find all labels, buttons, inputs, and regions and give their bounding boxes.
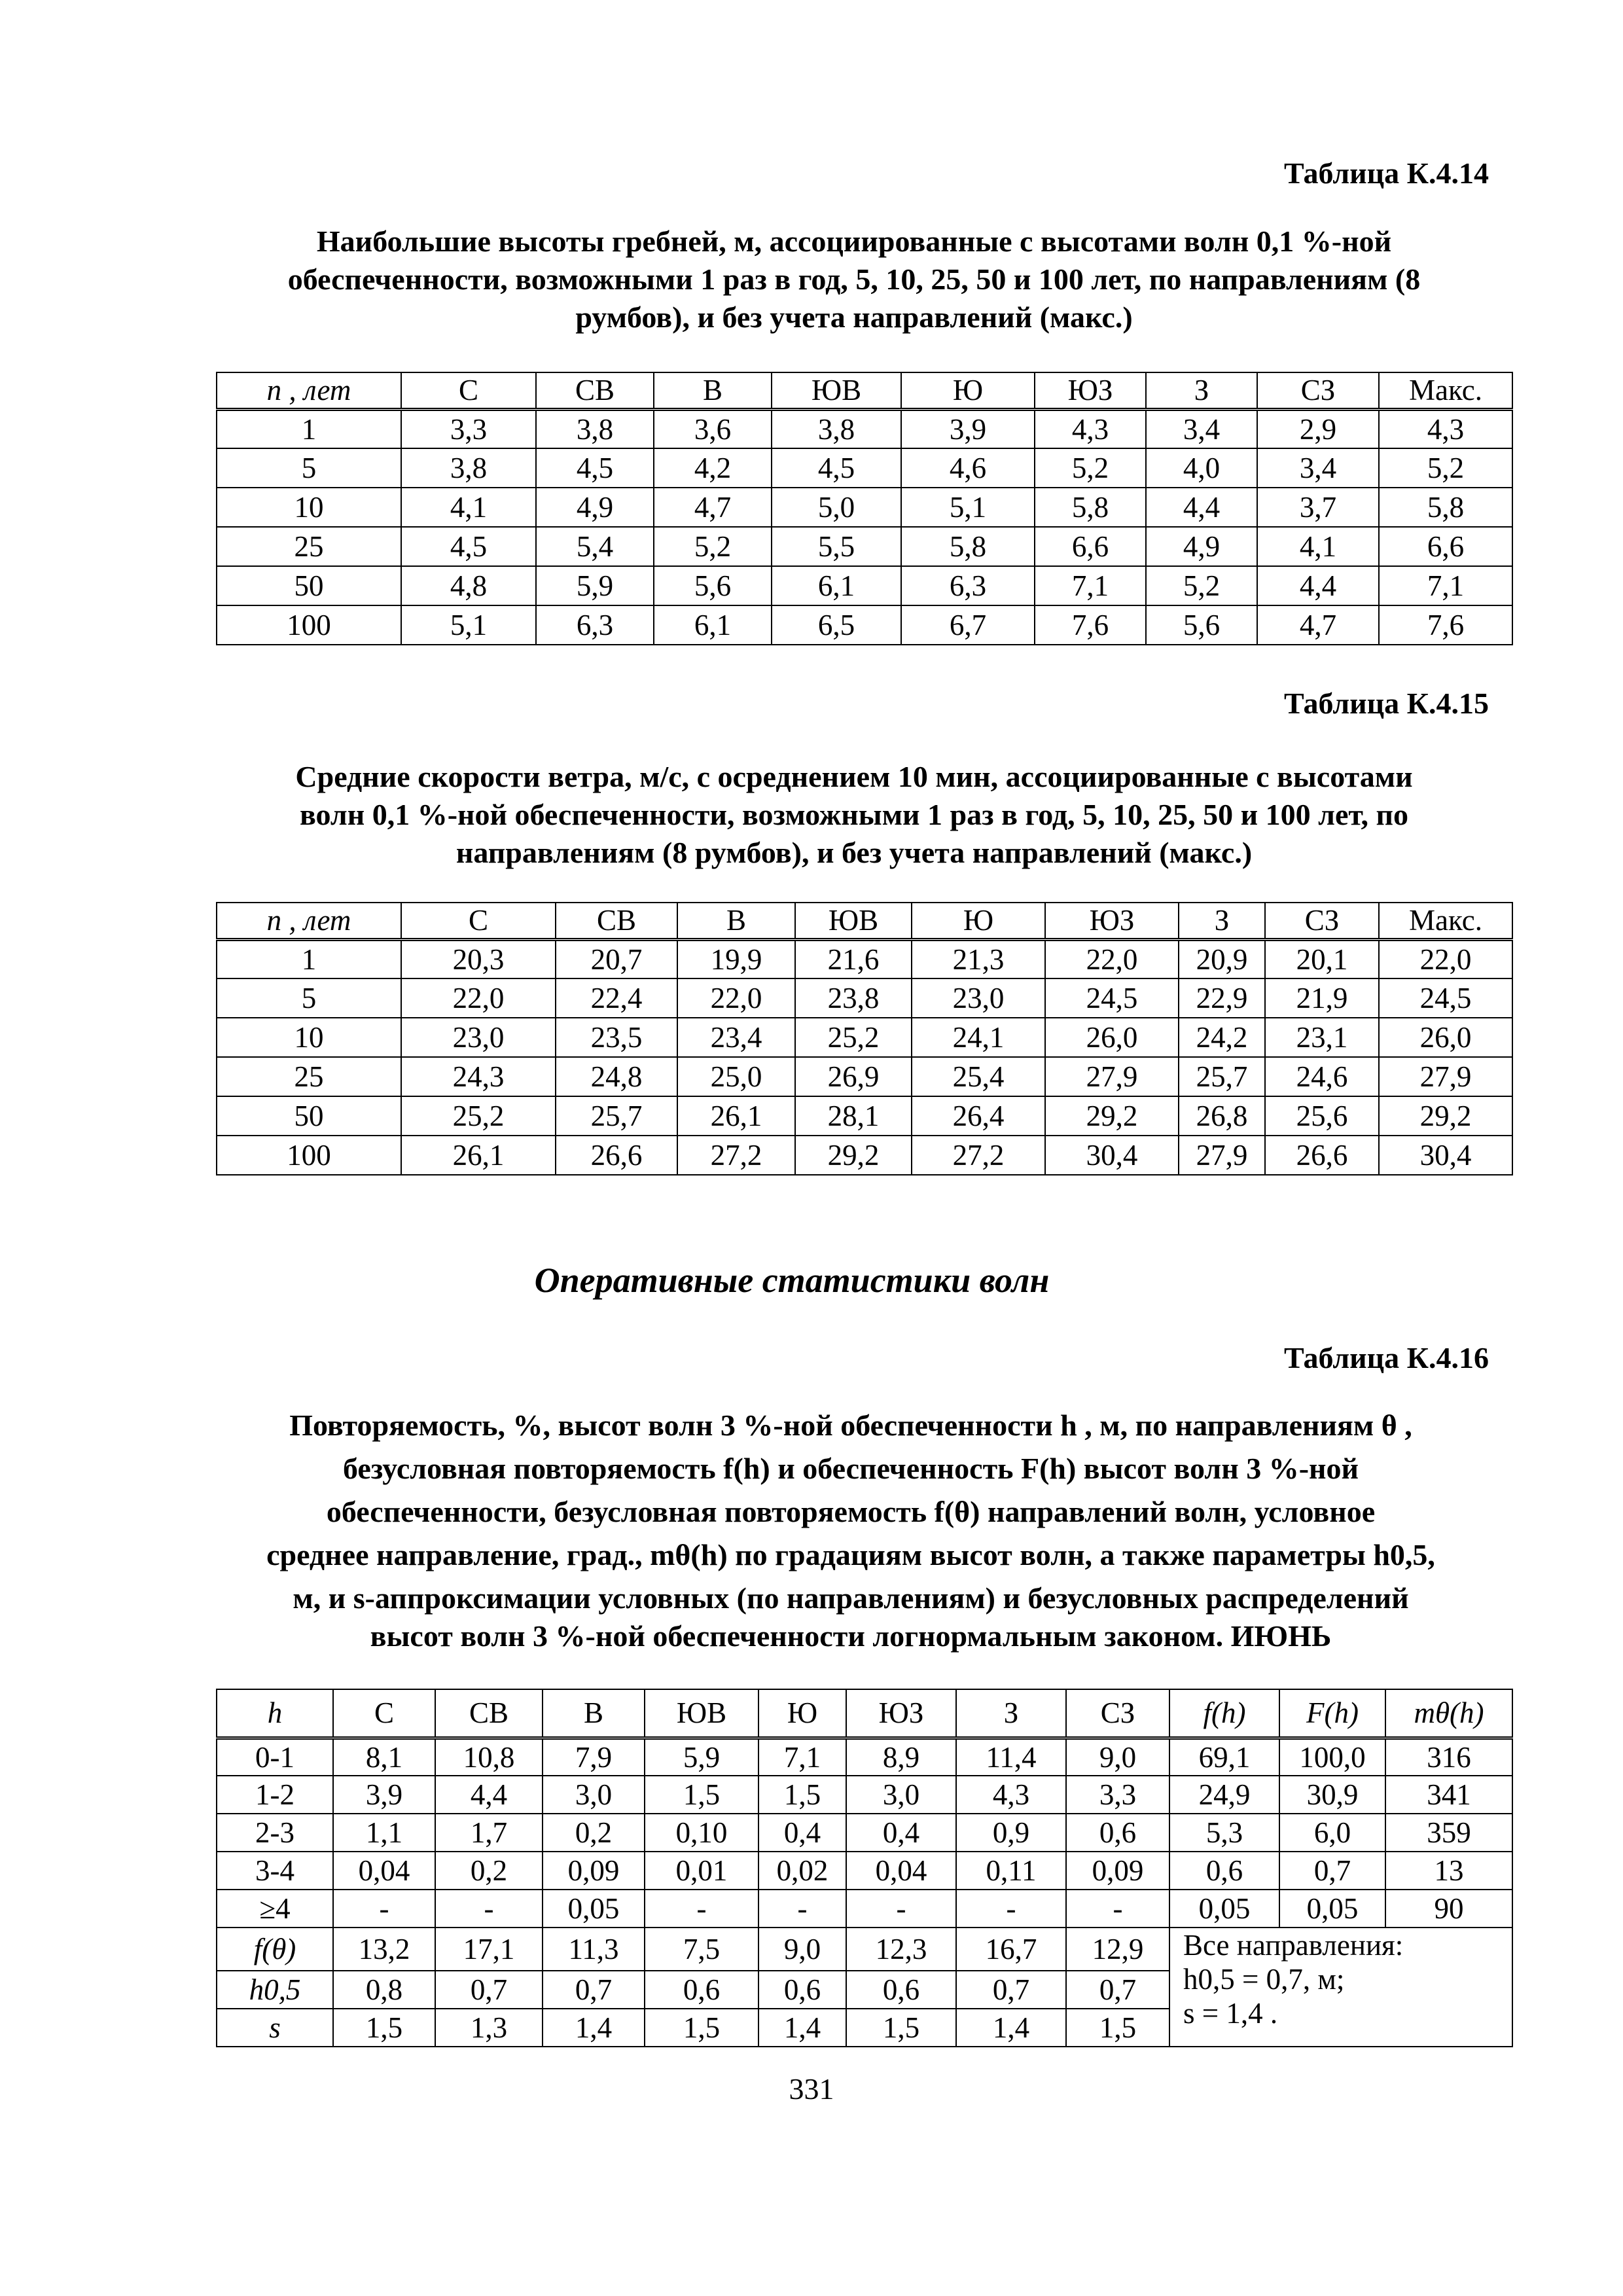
column-header: F(h) bbox=[1279, 1689, 1385, 1738]
column-header: Ю bbox=[912, 903, 1045, 939]
table-cell: 26,1 bbox=[677, 1096, 795, 1136]
table-cell: 4,3 bbox=[1379, 409, 1512, 448]
table-cell: 25,2 bbox=[795, 1018, 912, 1057]
table-cell: 5,2 bbox=[1035, 448, 1146, 488]
table-row bbox=[217, 409, 1512, 448]
table16-title-line: м, и s-аппроксимации условных (по направлениям) и безусловных распределений bbox=[293, 1581, 1409, 1615]
table-cell: 24,5 bbox=[1379, 978, 1512, 1018]
table-cell: 25 bbox=[217, 1057, 401, 1096]
table-cell: 4,7 bbox=[1257, 605, 1379, 645]
table-cell: 0,2 bbox=[435, 1852, 543, 1890]
table-cell: 21,6 bbox=[795, 939, 912, 978]
table-cell: 3,7 bbox=[1257, 488, 1379, 527]
table16-title-line: безусловная повторяемость f(h) и обеспеченность F(h) высот волн 3 %-ной bbox=[342, 1452, 1359, 1485]
table-cell: 8,1 bbox=[333, 1738, 435, 1776]
column-header: В bbox=[677, 903, 795, 939]
table14 bbox=[216, 372, 1513, 645]
table-cell: 23,0 bbox=[401, 1018, 556, 1057]
table-cell: 5,8 bbox=[901, 527, 1035, 566]
table-cell: 3-4 bbox=[217, 1852, 333, 1890]
all-directions-s-line: s = 1,4 . bbox=[1183, 1997, 1278, 2030]
table-cell: 3,9 bbox=[333, 1776, 435, 1814]
table-cell: 5,2 bbox=[654, 527, 772, 566]
table-cell: 24,2 bbox=[1179, 1018, 1265, 1057]
parameter-cell: 16,7 bbox=[956, 1928, 1066, 1971]
table-cell: - bbox=[846, 1890, 956, 1928]
parameter-cell: 1,4 bbox=[956, 2009, 1066, 2047]
table-cell: 22,0 bbox=[401, 978, 556, 1018]
table-cell: 7,6 bbox=[1035, 605, 1146, 645]
table14-title-line: обеспеченности, возможными 1 раз в год, 5, 10, 25, 50 и 100 лет, по направлениям (8 bbox=[287, 262, 1421, 296]
table-cell: 22,0 bbox=[1045, 939, 1179, 978]
table-cell: - bbox=[956, 1890, 1066, 1928]
table-cell: 0,09 bbox=[1066, 1852, 1169, 1890]
table-cell: 2,9 bbox=[1257, 409, 1379, 448]
table16-title-line: высот волн 3 %-ной обеспеченности логнормальным законом. ИЮНЬ bbox=[370, 1619, 1332, 1653]
parameter-cell: 1,3 bbox=[435, 2009, 543, 2047]
column-header: h bbox=[217, 1689, 333, 1738]
column-header: ЮВ bbox=[645, 1689, 758, 1738]
parameter-cell: 11,3 bbox=[543, 1928, 645, 1971]
table-cell: 0,05 bbox=[1169, 1890, 1279, 1928]
table-row bbox=[217, 1738, 1512, 1776]
table-cell: 0,01 bbox=[645, 1852, 758, 1890]
column-header: С bbox=[401, 372, 536, 409]
table15-title bbox=[216, 758, 1492, 872]
table-cell: 5,8 bbox=[1379, 488, 1512, 527]
table14-title bbox=[216, 223, 1492, 336]
column-header: З bbox=[956, 1689, 1066, 1738]
table-cell: 25,2 bbox=[401, 1096, 556, 1136]
table-cell: 0,4 bbox=[758, 1814, 846, 1852]
table-cell: 24,9 bbox=[1169, 1776, 1279, 1814]
column-header: З bbox=[1146, 372, 1257, 409]
parameter-cell: f(θ) bbox=[217, 1928, 333, 1971]
table-cell: 7,1 bbox=[758, 1738, 846, 1776]
table-cell: 10,8 bbox=[435, 1738, 543, 1776]
table-cell: 9,0 bbox=[1066, 1738, 1169, 1776]
table-cell: 1 bbox=[217, 409, 401, 448]
column-header: В bbox=[543, 1689, 645, 1738]
table-row bbox=[217, 978, 1512, 1018]
table-row bbox=[217, 1057, 1512, 1096]
table-cell: 19,9 bbox=[677, 939, 795, 978]
table-cell: 30,9 bbox=[1279, 1776, 1385, 1814]
table-cell: 24,1 bbox=[912, 1018, 1045, 1057]
table-cell: 0,6 bbox=[1066, 1814, 1169, 1852]
table-cell: - bbox=[435, 1890, 543, 1928]
column-header: СЗ bbox=[1066, 1689, 1169, 1738]
table-cell: 20,1 bbox=[1265, 939, 1379, 978]
table-cell: 69,1 bbox=[1169, 1738, 1279, 1776]
parameter-cell: 0,7 bbox=[956, 1971, 1066, 2009]
table16-title-line: Повторяемость, %, высот волн 3 %-ной обеспеченности h , м, по направлениям θ , bbox=[289, 1408, 1412, 1442]
table-cell: 13 bbox=[1385, 1852, 1512, 1890]
table-cell: 25,0 bbox=[677, 1057, 795, 1096]
table16-header-row bbox=[217, 1689, 1512, 1738]
table-cell: 24,8 bbox=[556, 1057, 677, 1096]
parameter-cell: 0,7 bbox=[1066, 1971, 1169, 2009]
table15-title-line: направлениям (8 румбов), и без учета направлений (макс.) bbox=[455, 836, 1253, 869]
parameter-cell: 0,6 bbox=[846, 1971, 956, 2009]
table-cell: 0,02 bbox=[758, 1852, 846, 1890]
column-header: ЮВ bbox=[772, 372, 901, 409]
table15 bbox=[216, 902, 1513, 1175]
column-header: Ю bbox=[758, 1689, 846, 1738]
table-cell: 3,8 bbox=[772, 409, 901, 448]
table-cell: 5,0 bbox=[772, 488, 901, 527]
table-cell: 3,3 bbox=[401, 409, 536, 448]
table-cell: 29,2 bbox=[1045, 1096, 1179, 1136]
table-cell: 0,9 bbox=[956, 1814, 1066, 1852]
table-cell: - bbox=[758, 1890, 846, 1928]
table-cell: 5 bbox=[217, 978, 401, 1018]
column-header: С bbox=[333, 1689, 435, 1738]
table-cell: 0,10 bbox=[645, 1814, 758, 1852]
table-cell: 50 bbox=[217, 566, 401, 605]
parameter-cell: 1,5 bbox=[846, 2009, 956, 2047]
column-header: СВ bbox=[435, 1689, 543, 1738]
table-cell: 26,8 bbox=[1179, 1096, 1265, 1136]
table-row bbox=[217, 1136, 1512, 1175]
table14-title-line: Наибольшие высоты гребней, м, ассоциированные с высотами волн 0,1 %-ной bbox=[316, 224, 1392, 258]
table-cell: 7,1 bbox=[1379, 566, 1512, 605]
table14-header-row bbox=[217, 372, 1512, 409]
table-cell: 0,4 bbox=[846, 1814, 956, 1852]
column-header: n , лет bbox=[217, 372, 401, 409]
table-row bbox=[217, 1096, 1512, 1136]
table-cell: - bbox=[645, 1890, 758, 1928]
parameter-cell: 17,1 bbox=[435, 1928, 543, 1971]
parameter-cell: 1,5 bbox=[333, 2009, 435, 2047]
section-title: Оперативные статистики волн bbox=[534, 1261, 1050, 1300]
parameter-cell: h0,5 bbox=[217, 1971, 333, 2009]
table-cell: 26,6 bbox=[556, 1136, 677, 1175]
table-cell: 0,04 bbox=[846, 1852, 956, 1890]
column-header: СЗ bbox=[1265, 903, 1379, 939]
parameter-cell: 0,6 bbox=[758, 1971, 846, 2009]
table-cell: 4,4 bbox=[435, 1776, 543, 1814]
table-cell: 0,11 bbox=[956, 1852, 1066, 1890]
column-header: ЮЗ bbox=[846, 1689, 956, 1738]
table-cell: ≥4 bbox=[217, 1890, 333, 1928]
table-cell: 4,1 bbox=[401, 488, 536, 527]
parameter-cell: 0,7 bbox=[435, 1971, 543, 2009]
parameter-cell: s bbox=[217, 2009, 333, 2047]
parameter-cell: 13,2 bbox=[333, 1928, 435, 1971]
parameter-cell: 1,4 bbox=[543, 2009, 645, 2047]
table-cell: 4,3 bbox=[956, 1776, 1066, 1814]
table-cell: 100 bbox=[217, 605, 401, 645]
column-header: СВ bbox=[536, 372, 654, 409]
table-cell: 4,9 bbox=[1146, 527, 1257, 566]
table-cell: 3,0 bbox=[543, 1776, 645, 1814]
table-cell: 24,3 bbox=[401, 1057, 556, 1096]
table-cell: 5,3 bbox=[1169, 1814, 1279, 1852]
table-cell: 0,2 bbox=[543, 1814, 645, 1852]
table-cell: 6,3 bbox=[901, 566, 1035, 605]
table-cell: 2-3 bbox=[217, 1814, 333, 1852]
parameter-cell: 0,8 bbox=[333, 1971, 435, 2009]
table-cell: 5,2 bbox=[1379, 448, 1512, 488]
table-cell: 5,8 bbox=[1035, 488, 1146, 527]
table-cell: 4,5 bbox=[401, 527, 536, 566]
column-header: Ю bbox=[901, 372, 1035, 409]
table15-title-line: Средние скорости ветра, м/с, с осреднением 10 мин, ассоциированные с высотами bbox=[295, 760, 1413, 793]
table-cell: 6,7 bbox=[901, 605, 1035, 645]
table-cell: 5,5 bbox=[772, 527, 901, 566]
table-cell: 26,4 bbox=[912, 1096, 1045, 1136]
table-row bbox=[217, 1776, 1512, 1814]
table-row bbox=[217, 488, 1512, 527]
parameter-cell: 7,5 bbox=[645, 1928, 758, 1971]
table-cell: 8,9 bbox=[846, 1738, 956, 1776]
table-cell: 6,5 bbox=[772, 605, 901, 645]
table-cell: 1-2 bbox=[217, 1776, 333, 1814]
table-cell: 4,5 bbox=[536, 448, 654, 488]
table-cell: 0-1 bbox=[217, 1738, 333, 1776]
table-cell: 7,9 bbox=[543, 1738, 645, 1776]
table15-title-line: волн 0,1 %-ной обеспеченности, возможными 1 раз в год, 5, 10, 25, 50 и 100 лет, по bbox=[299, 798, 1409, 831]
table-cell: 27,9 bbox=[1179, 1136, 1265, 1175]
column-header: f(h) bbox=[1169, 1689, 1279, 1738]
table-cell: 27,2 bbox=[912, 1136, 1045, 1175]
column-header: СЗ bbox=[1257, 372, 1379, 409]
all-directions-h-line: h0,5 = 0,7, м; bbox=[1183, 1963, 1345, 1996]
table-cell: 26,1 bbox=[401, 1136, 556, 1175]
table-cell: 25,4 bbox=[912, 1057, 1045, 1096]
table-cell: 5,4 bbox=[536, 527, 654, 566]
table-cell: 29,2 bbox=[795, 1136, 912, 1175]
table-cell: 28,1 bbox=[795, 1096, 912, 1136]
table-row bbox=[217, 1814, 1512, 1852]
table-row bbox=[217, 1018, 1512, 1057]
table-cell: 0,6 bbox=[1169, 1852, 1279, 1890]
table-cell: 21,9 bbox=[1265, 978, 1379, 1018]
table-cell: 20,3 bbox=[401, 939, 556, 978]
parameter-row bbox=[217, 1928, 1512, 1971]
table16-title bbox=[203, 1404, 1499, 1653]
table-cell: 3,4 bbox=[1146, 409, 1257, 448]
table-cell: 30,4 bbox=[1045, 1136, 1179, 1175]
table-cell: 90 bbox=[1385, 1890, 1512, 1928]
table14-title-line: румбов), и без учета направлений (макс.) bbox=[575, 300, 1133, 334]
table-cell: 359 bbox=[1385, 1814, 1512, 1852]
table-cell: 11,4 bbox=[956, 1738, 1066, 1776]
all-directions-note bbox=[1169, 1928, 1512, 2047]
table-cell: 24,6 bbox=[1265, 1057, 1379, 1096]
table-cell: 3,6 bbox=[654, 409, 772, 448]
table-cell: 26,0 bbox=[1045, 1018, 1179, 1057]
table-cell: 20,7 bbox=[556, 939, 677, 978]
table-cell: 100 bbox=[217, 1136, 401, 1175]
column-header: Макс. bbox=[1379, 903, 1512, 939]
table-cell: 25 bbox=[217, 527, 401, 566]
parameter-cell: 1,4 bbox=[758, 2009, 846, 2047]
table-cell: 1,5 bbox=[758, 1776, 846, 1814]
table-cell: 26,0 bbox=[1379, 1018, 1512, 1057]
column-header: ЮЗ bbox=[1045, 903, 1179, 939]
table-cell: 4,6 bbox=[901, 448, 1035, 488]
column-header: В bbox=[654, 372, 772, 409]
parameter-cell: 12,3 bbox=[846, 1928, 956, 1971]
column-header: З bbox=[1179, 903, 1265, 939]
table-cell: 10 bbox=[217, 488, 401, 527]
table-cell: 23,8 bbox=[795, 978, 912, 1018]
table-cell: 22,0 bbox=[1379, 939, 1512, 978]
table-cell: 27,2 bbox=[677, 1136, 795, 1175]
parameter-cell: 12,9 bbox=[1066, 1928, 1169, 1971]
table-cell: 50 bbox=[217, 1096, 401, 1136]
table-row bbox=[217, 566, 1512, 605]
table-cell: 4,7 bbox=[654, 488, 772, 527]
table-cell: 3,3 bbox=[1066, 1776, 1169, 1814]
table-cell: 6,0 bbox=[1279, 1814, 1385, 1852]
table-cell: 1,5 bbox=[645, 1776, 758, 1814]
table-cell: 7,6 bbox=[1379, 605, 1512, 645]
table-row bbox=[217, 448, 1512, 488]
table-cell: 5,9 bbox=[645, 1738, 758, 1776]
table-row bbox=[217, 527, 1512, 566]
table-cell: 10 bbox=[217, 1018, 401, 1057]
table-cell: 3,8 bbox=[401, 448, 536, 488]
column-header: С bbox=[401, 903, 556, 939]
table-cell: 316 bbox=[1385, 1738, 1512, 1776]
table-cell: 26,6 bbox=[1265, 1136, 1379, 1175]
table-cell: 23,5 bbox=[556, 1018, 677, 1057]
parameter-cell: 9,0 bbox=[758, 1928, 846, 1971]
table-cell: 5,6 bbox=[654, 566, 772, 605]
table-cell: 1,1 bbox=[333, 1814, 435, 1852]
table-cell: 22,0 bbox=[677, 978, 795, 1018]
table-cell: 1,7 bbox=[435, 1814, 543, 1852]
table-cell: 25,7 bbox=[1179, 1057, 1265, 1096]
table16 bbox=[216, 1689, 1513, 2047]
table-cell: 25,7 bbox=[556, 1096, 677, 1136]
table15-header-row bbox=[217, 903, 1512, 939]
table-cell: - bbox=[1066, 1890, 1169, 1928]
table-cell: 3,9 bbox=[901, 409, 1035, 448]
table-cell: 26,9 bbox=[795, 1057, 912, 1096]
table15-caption: Таблица К.4.15 bbox=[1283, 687, 1489, 720]
column-header: ЮЗ bbox=[1035, 372, 1146, 409]
table-row bbox=[217, 605, 1512, 645]
table-cell: 20,9 bbox=[1179, 939, 1265, 978]
table-cell: 27,9 bbox=[1379, 1057, 1512, 1096]
parameter-cell: 0,6 bbox=[645, 1971, 758, 2009]
table-cell: 5,6 bbox=[1146, 605, 1257, 645]
table-cell: 3,0 bbox=[846, 1776, 956, 1814]
table-cell: 30,4 bbox=[1379, 1136, 1512, 1175]
table-cell: 5,1 bbox=[401, 605, 536, 645]
parameter-cell: 1,5 bbox=[1066, 2009, 1169, 2047]
table-cell: 4,5 bbox=[772, 448, 901, 488]
column-header: ЮВ bbox=[795, 903, 912, 939]
table-cell: 1 bbox=[217, 939, 401, 978]
table-cell: 23,4 bbox=[677, 1018, 795, 1057]
table-row bbox=[217, 939, 1512, 978]
table-cell: 29,2 bbox=[1379, 1096, 1512, 1136]
table-cell: 23,0 bbox=[912, 978, 1045, 1018]
table-cell: 5,9 bbox=[536, 566, 654, 605]
table16-title-line: обеспеченности, безусловная повторяемость f(θ) направлений волн, условное bbox=[326, 1495, 1376, 1528]
column-header: СВ bbox=[556, 903, 677, 939]
table-row bbox=[217, 1890, 1512, 1928]
table-cell: - bbox=[333, 1890, 435, 1928]
table-cell: 4,4 bbox=[1146, 488, 1257, 527]
table14-caption: Таблица К.4.14 bbox=[1283, 156, 1489, 190]
table-cell: 27,9 bbox=[1045, 1057, 1179, 1096]
table-cell: 23,1 bbox=[1265, 1018, 1379, 1057]
table-cell: 5,1 bbox=[901, 488, 1035, 527]
column-header: Макс. bbox=[1379, 372, 1512, 409]
table-cell: 22,4 bbox=[556, 978, 677, 1018]
table-row bbox=[217, 1852, 1512, 1890]
table-cell: 4,1 bbox=[1257, 527, 1379, 566]
parameter-cell: 1,5 bbox=[645, 2009, 758, 2047]
table-cell: 7,1 bbox=[1035, 566, 1146, 605]
table-cell: 0,05 bbox=[1279, 1890, 1385, 1928]
table-cell: 0,7 bbox=[1279, 1852, 1385, 1890]
all-directions-label: Все направления: bbox=[1183, 1929, 1404, 1962]
table-cell: 6,3 bbox=[536, 605, 654, 645]
table-cell: 4,0 bbox=[1146, 448, 1257, 488]
table16-title-line: среднее направление, град., mθ(h) по градациям высот волн, а также параметры h0,5, bbox=[266, 1538, 1435, 1571]
table-cell: 25,6 bbox=[1265, 1096, 1379, 1136]
table-cell: 6,1 bbox=[654, 605, 772, 645]
column-header: n , лет bbox=[217, 903, 401, 939]
table-cell: 4,4 bbox=[1257, 566, 1379, 605]
table-cell: 5,2 bbox=[1146, 566, 1257, 605]
column-header: mθ(h) bbox=[1385, 1689, 1512, 1738]
table-cell: 100,0 bbox=[1279, 1738, 1385, 1776]
table-cell: 24,5 bbox=[1045, 978, 1179, 1018]
table-cell: 0,04 bbox=[333, 1852, 435, 1890]
table-cell: 0,05 bbox=[543, 1890, 645, 1928]
table-cell: 4,2 bbox=[654, 448, 772, 488]
table-cell: 341 bbox=[1385, 1776, 1512, 1814]
table-cell: 4,8 bbox=[401, 566, 536, 605]
table-cell: 4,3 bbox=[1035, 409, 1146, 448]
table-cell: 6,6 bbox=[1379, 527, 1512, 566]
table16-caption: Таблица К.4.16 bbox=[1283, 1341, 1489, 1374]
table-cell: 0,09 bbox=[543, 1852, 645, 1890]
table-cell: 6,1 bbox=[772, 566, 901, 605]
table-cell: 3,4 bbox=[1257, 448, 1379, 488]
table-cell: 3,8 bbox=[536, 409, 654, 448]
table-cell: 5 bbox=[217, 448, 401, 488]
table-cell: 4,9 bbox=[536, 488, 654, 527]
parameter-cell: 0,7 bbox=[543, 1971, 645, 2009]
table-cell: 22,9 bbox=[1179, 978, 1265, 1018]
page-number: 331 bbox=[789, 2072, 834, 2106]
table-cell: 6,6 bbox=[1035, 527, 1146, 566]
table-cell: 21,3 bbox=[912, 939, 1045, 978]
